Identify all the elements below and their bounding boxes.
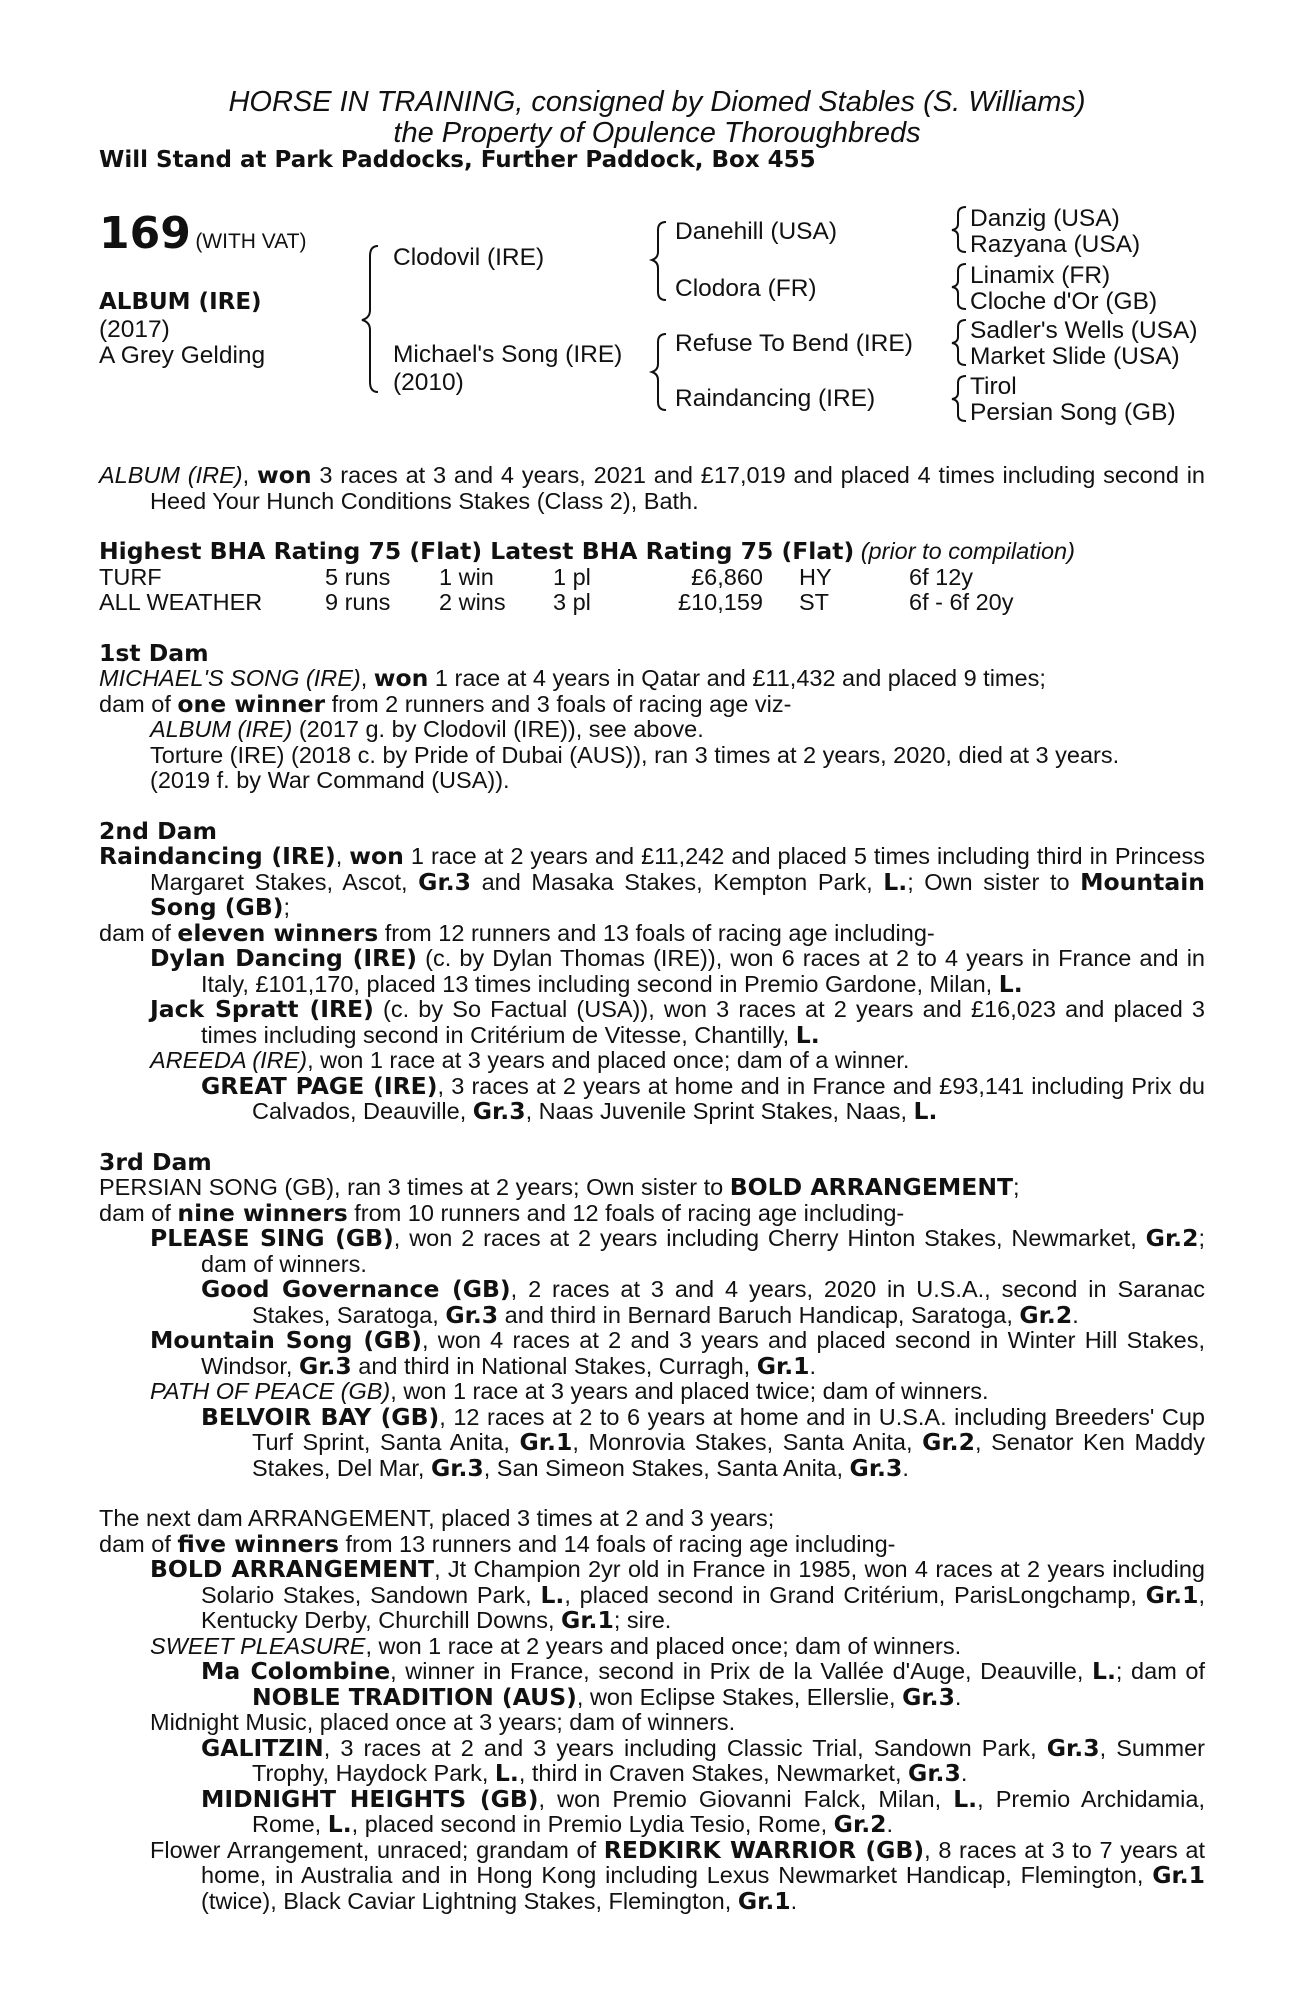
dam4-record: The next dam ARRANGEMENT, placed 3 times at 2 and 3 years; (99, 1505, 775, 1531)
lot-number: 169 (99, 208, 191, 259)
dam3-e-t4: , San Simeon Stakes, Santa Anita, (483, 1454, 850, 1481)
horse-name: ALBUM (IRE) (99, 289, 262, 315)
pedigree-sire-sire: Danehill (USA) (675, 218, 838, 245)
dam4-g-t1: Flower Arrangement, unraced; grandam of (150, 1836, 604, 1863)
dam3-c-name: Mountain Song (GB) (150, 1326, 423, 1354)
dam2-offspring-2 (99, 997, 1205, 1048)
dam4-f-t1: , won Premio Giovanni Falck, Milan, (538, 1785, 954, 1812)
dam4-g-t4: . (790, 1887, 798, 1914)
dam1-foal-3: (2019 f. by War Command (USA)). (150, 767, 510, 793)
dam1-record: MICHAEL'S SONG (IRE), won 1 race at 4 years in Qatar and £11,432 and placed 9 times; (99, 664, 1046, 692)
dam4-winners: five winners (177, 1529, 339, 1558)
dam2-o1-text: (c. by Dylan Thomas (IRE)), won 6 races at 2 to 4 years in France and in Italy, £101,170, placed 13 times including second in Premio Gardone, Milan, (201, 945, 1205, 997)
dam2-damof-post: from 12 runners and 13 foals of racing age including- (378, 919, 935, 946)
ratings-cell: £10,159 (678, 589, 763, 615)
dam3-e-t2: , Monrovia Stakes, Santa Anita, (572, 1429, 923, 1455)
dam2-t4: ; (283, 894, 291, 920)
pedigree-g3-2: Razyana (USA) (970, 231, 1141, 258)
dam1-foal-1-name: ALBUM (IRE) (150, 716, 293, 742)
dam4-a-t1: , Jt Champion 2yr old in France in 1985, won 4 races at 2 years including Solario Stakes, Sandown Park, (201, 1556, 1205, 1608)
dam2-o4-t2: , Naas Juvenile Sprint Stakes, Naas, (525, 1098, 914, 1124)
dam1-foal-1-text: (2017 g. by Clodovil (IRE)), see above. (292, 716, 704, 742)
pedigree-g3-4: Cloche d'Or (GB) (970, 288, 1158, 315)
dam3-d-text: , won 1 race at 3 years and placed twice; dam of winners. (390, 1378, 989, 1404)
ratings-cell: 6f - 6f 20y (909, 589, 1014, 615)
dam2-o4-name: GREAT PAGE (IRE) (201, 1071, 438, 1100)
pedigree-g3-5: Sadler's Wells (USA) (970, 317, 1198, 344)
dam4-c-t1: , winner in France, second in Prix de la Vallée d'Auge, Deauville, (390, 1658, 1092, 1684)
dam3-b-t2: and third in Bernard Baruch Handicap, Saratoga, (498, 1301, 1020, 1328)
dam2-t1: 1 race at 2 years and £11,242 and placed 5 times including third in Princess Margaret Stakes, Ascot, (150, 843, 1205, 895)
dam4-g-grade-2: Gr.1 (737, 1886, 791, 1915)
dam3-b-name: Good Governance (GB) (201, 1275, 511, 1303)
dam3-offspring-d (99, 1379, 1205, 1405)
dam1-foal-1 (99, 717, 1205, 743)
dam3-damof-post: from 10 runners and 12 foals of racing age including- (347, 1199, 905, 1226)
dam3-c-t3: . (809, 1352, 817, 1379)
dam4-offspring-c (99, 1659, 1205, 1710)
dam4-f-t4: . (886, 1811, 894, 1837)
pedigree-dam-dam: Raindancing (IRE) (675, 385, 876, 412)
dam1-winners: one winner (177, 689, 326, 718)
header-consignor: HORSE IN TRAINING, consigned by Diomed Stables (S. Williams) (228, 86, 1086, 118)
dam3-e-grade-1: Gr.1 (519, 1428, 573, 1456)
dam1-text: 1 race at 4 years in Qatar and £11,432 and placed 9 times; (428, 665, 1046, 691)
dam4-g-name: REDKIRK WARRIOR (GB) (603, 1835, 925, 1864)
dam3-heading: 3rd Dam (99, 1147, 212, 1176)
dam4-offspring-f (99, 1784, 1205, 1838)
dam3-e-t1: , 12 races at 2 to 6 years at home and in U.S.A. including Breeders' Cup Turf Sprint, Santa Anita, (252, 1403, 1205, 1455)
dam4-f-t3: , placed second in Premio Lydia Tesio, Rome, (351, 1811, 834, 1837)
dam4-a-grade-1: Gr.1 (1145, 1580, 1199, 1609)
dam4-offspring-a (99, 1557, 1205, 1634)
dam4-b-name: SWEET PLEASURE (150, 1632, 366, 1659)
ratings-row-turf (99, 565, 1014, 591)
header-property: the Property of Opulence Thoroughbreds (393, 117, 921, 149)
dam4-c-t3: , won Eclipse Stakes, Ellerslie, (576, 1683, 903, 1710)
dam2-t3: ; Own sister to (907, 868, 1081, 895)
pedigree-g3-7: Tirol (970, 373, 1017, 400)
dam4-offspring-b (99, 1634, 1205, 1660)
dam4-offspring-e (99, 1733, 1205, 1787)
dam2-offspring-3 (99, 1048, 1205, 1074)
dam2-o2-name: Jack Spratt (IRE) (150, 995, 374, 1023)
dam2-damof-pre: dam of (99, 919, 178, 946)
dam1-foal-2: Torture (IRE) (2018 c. by Pride of Dubai (AUS)), ran 3 times at 2 years, 2020, died at 3 years. (150, 741, 1120, 768)
ratings-cell: ST (799, 589, 830, 615)
dam4-e-grade-1: Gr.3 (1046, 1733, 1100, 1762)
dam4-offspring-g (99, 1835, 1205, 1915)
dam2-t2: and Masaka Stakes, Kempton Park, (470, 868, 884, 895)
dam1-name: MICHAEL'S SONG (IRE) (99, 665, 361, 691)
horse-year: (2017) (99, 316, 170, 343)
dam2-winners: eleven winners (177, 918, 379, 947)
dam3-d-name: PATH OF PEACE (GB) (150, 1378, 391, 1404)
dam4-c-grade: Gr.3 (902, 1682, 955, 1711)
dam4-e-t3: , third in Craven Stakes, Newmarket, (518, 1760, 909, 1786)
dam2-o4-grade: Gr.3 (472, 1097, 526, 1125)
dam3-a-name: PLEASE SING (GB) (150, 1224, 394, 1252)
dam4-f-listed-2: L. (327, 1810, 352, 1838)
ratings-heading-line (99, 539, 1205, 565)
dam3-b-t1: , 2 races at 3 and 4 years, 2020 in U.S.A., second in Saranac Stakes, Saratoga, (252, 1276, 1205, 1328)
dam3-a-grade: Gr.2 (1145, 1224, 1199, 1252)
catalogue-body (99, 463, 1205, 1914)
dam2-heading: 2nd Dam (99, 816, 217, 845)
dam1-produce (99, 689, 1205, 718)
dam3-a-t1: , won 2 races at 2 years including Cherry Hinton Stakes, Newmarket, (393, 1225, 1146, 1251)
dam4-a-t4: ; sire. (613, 1607, 672, 1633)
dam3-record (99, 1175, 1205, 1201)
dam3-offspring-e (99, 1402, 1205, 1482)
pedigree-sire: Clodovil (IRE) (393, 244, 545, 271)
summary-paragraph: ALBUM (IRE), won 3 races at 3 and 4 years, 2021 and £17,019 and placed 4 times including second in Heed Your Hunch Conditions Stakes (Class 2), Bath. (99, 461, 1206, 514)
dam4-a-name: BOLD ARRANGEMENT (150, 1555, 435, 1583)
pedigree-g3-8: Persian Song (GB) (970, 399, 1176, 426)
ratings-cell: 9 runs (325, 589, 391, 615)
dam4-c-t2: ; dam of (1115, 1658, 1205, 1684)
pedigree-sire-dam: Clodora (FR) (675, 275, 817, 302)
dam4-a-grade-2: Gr.1 (561, 1606, 614, 1634)
dam4-e-name: GALITZIN (201, 1733, 324, 1762)
dam4-c-name: Ma Colombine (201, 1657, 391, 1685)
pedigree-g3-6: Market Slide (USA) (970, 343, 1180, 370)
dam2-listed: L. (883, 867, 908, 896)
dam3-e-t3: , Senator Ken Maddy Stakes, Del Mar, (252, 1429, 1205, 1481)
ratings-cell: HY (799, 563, 832, 590)
dam2-o3-text: , won 1 race at 3 years and placed once; dam of a winner. (307, 1047, 910, 1073)
dam3-b-grade-1: Gr.3 (445, 1300, 499, 1329)
ratings-row-all-weather (99, 590, 1014, 616)
ratings-cell: 1 win (439, 563, 494, 590)
dam4-c-t4: . (954, 1683, 962, 1710)
dam2-o1-name: Dylan Dancing (IRE) (150, 944, 418, 972)
dam2-sep: , (335, 843, 350, 869)
dam3-b-t3: . (1072, 1301, 1079, 1328)
dam2-grade: Gr.3 (418, 867, 471, 896)
ratings-cell: ALL WEATHER (99, 589, 263, 615)
dam3-c-grade-1: Gr.3 (298, 1351, 352, 1380)
horse-description: A Grey Gelding (99, 342, 266, 369)
pedigree-dam: Michael's Song (IRE) (393, 341, 623, 368)
dam3-produce (99, 1198, 1205, 1227)
dam2-o1-listed: L. (998, 969, 1023, 998)
dam4-c-listed: L. (1092, 1657, 1116, 1685)
header-location: Will Stand at Park Paddocks, Further Paddock, Box 455 (99, 147, 816, 173)
dam3-offspring-a (99, 1226, 1205, 1277)
dam2-offspring-4 (99, 1071, 1205, 1125)
ratings-heading: Highest BHA Rating 75 (Flat) Latest BHA Rating 75 (Flat) (99, 537, 855, 565)
dam3-e-grade-3: Gr.3 (430, 1453, 484, 1482)
dam2-won: won (349, 842, 404, 870)
dam4-e-t4: . (960, 1760, 968, 1786)
ratings-note: (prior to compilation) (860, 538, 1075, 564)
dam3-c-t2: and third in National Stakes, Curragh, (351, 1352, 757, 1379)
dam4-f-t2: , Premio Archidamia, Rome, (252, 1785, 1205, 1837)
dam3-c-t1: , won 4 races at 2 and 3 years and placed second in Winter Hill Stakes, Windsor, (201, 1327, 1205, 1379)
vat-note: (WITH VAT) (195, 230, 307, 253)
dam3-e-grade-2: Gr.2 (922, 1428, 975, 1456)
pedigree-g3-1: Danzig (USA) (970, 205, 1120, 232)
dam1-won: won (373, 664, 429, 692)
dam3-a-t2: ; dam of winners. (201, 1225, 1205, 1277)
dam1-heading: 1st Dam (99, 638, 209, 667)
pedigree-dam-sire: Refuse To Bend (IRE) (675, 330, 913, 357)
summary-won: won (256, 461, 312, 489)
dam4-a-t2: , placed second in Grand Critérium, ParisLongchamp, (564, 1581, 1146, 1608)
dam4-e-listed: L. (494, 1759, 519, 1787)
dam2-o4-listed: L. (913, 1097, 938, 1125)
dam3-offspring-b (99, 1277, 1205, 1328)
dam4-a-listed: L. (540, 1580, 565, 1609)
ratings-table (99, 565, 1014, 616)
dam1-damof-post: from 2 runners and 3 foals of racing age viz- (325, 690, 792, 717)
ratings-cell: 2 wins (439, 589, 506, 615)
dam4-g-t3: (twice), Black Caviar Lightning Stakes, Flemington, (201, 1887, 738, 1914)
dam4-a-t3: , Kentucky Derby, Churchill Downs, (201, 1581, 1205, 1633)
ratings-cell: 3 pl (553, 589, 591, 615)
dam2-o2-listed: L. (795, 1020, 820, 1049)
ratings-cell: £6,860 (691, 563, 763, 590)
dam4-damof-post: from 13 runners and 14 foals of racing age including- (338, 1530, 896, 1557)
dam3-b-grade-2: Gr.2 (1019, 1300, 1073, 1329)
dam2-sister: Mountain Song (GB) (150, 867, 1205, 921)
dam3-offspring-c (99, 1328, 1205, 1379)
dam1-damof-pre: dam of (99, 690, 178, 717)
dam4-damof-pre: dam of (99, 1530, 178, 1557)
ratings-cell: TURF (99, 563, 162, 590)
summary-horse-name: ALBUM (IRE) (99, 462, 243, 488)
summary-text: 3 races at 3 and 4 years, 2021 and £17,019 and placed 4 times including second in Heed Your Hunch Conditions Stakes (Class 2), Bath. (150, 462, 1206, 514)
ratings-cell: 6f 12y (909, 563, 974, 590)
dam4-b-text: , won 1 race at 2 years and placed once; dam of winners. (365, 1632, 962, 1659)
dam3-sister: BOLD ARRANGEMENT (729, 1173, 1014, 1201)
dam4-f-grade: Gr.2 (833, 1810, 887, 1838)
ratings-cell: 5 runs (325, 563, 391, 590)
dam3-e-grade-4: Gr.3 (849, 1453, 903, 1482)
dam4-produce (99, 1529, 1205, 1558)
dam4-offspring-d: Midnight Music, placed once at 3 years; dam of winners. (150, 1709, 736, 1735)
dam3-damof-pre: dam of (99, 1199, 178, 1226)
dam2-produce (99, 918, 1205, 947)
dam4-c-name2: NOBLE TRADITION (AUS) (252, 1682, 577, 1711)
ratings-cell: 1 pl (553, 563, 591, 590)
dam2-o3-name: AREEDA (IRE) (150, 1047, 308, 1073)
dam4-e-grade-2: Gr.3 (908, 1759, 961, 1787)
dam4-f-listed-1: L. (953, 1784, 978, 1813)
dam2-o2-text: (c. by So Factual (USA)), won 3 races at 2 years and £16,023 and placed 3 times including second in Critérium de Vitesse, Chantilly, (201, 996, 1206, 1048)
dam3-t2: ; (1013, 1174, 1020, 1200)
dam2-record (99, 844, 1205, 921)
dam3-c-grade-2: Gr.1 (756, 1351, 810, 1380)
pedigree-dam-year: (2010) (393, 369, 464, 396)
dam2-offspring-1 (99, 946, 1205, 997)
pedigree-g3-3: Linamix (FR) (970, 262, 1111, 289)
dam3-e-name: BELVOIR BAY (GB) (201, 1402, 440, 1431)
dam3-e-t5: . (902, 1454, 909, 1481)
dam2-o4-t1: , 3 races at 2 years at home and in France and £93,141 including Prix du Calvados, Deauville, (252, 1072, 1205, 1124)
dam4-e-t1: , 3 races at 2 and 3 years including Classic Trial, Sandown Park, (323, 1734, 1047, 1761)
dam4-g-grade-1: Gr.1 (1152, 1861, 1205, 1889)
dam4-f-name: MIDNIGHT HEIGHTS (GB) (201, 1784, 539, 1813)
dam4-g-t2: , 8 races at 3 to 7 years at home, in Australia and in Hong Kong including Lexus Newmarket Handicap, Flemington, (201, 1836, 1205, 1888)
dam4-e-t2: , Summer Trophy, Haydock Park, (252, 1734, 1205, 1786)
dam3-t1: PERSIAN SONG (GB), ran 3 times at 2 years; Own sister to (99, 1174, 730, 1200)
dam2-name: Raindancing (IRE) (99, 842, 336, 870)
dam3-winners: nine winners (177, 1198, 348, 1227)
